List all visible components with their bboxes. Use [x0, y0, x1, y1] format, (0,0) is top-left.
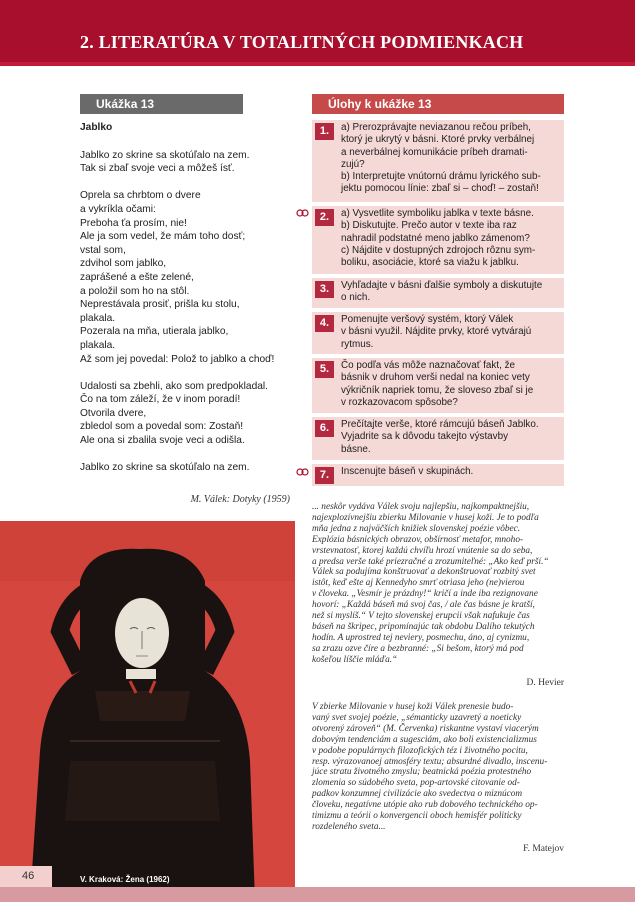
task-line: rytmus.	[341, 338, 374, 350]
quote-line: vrstevnatosť, ktorej každú chvíľu hrozí vnútenie sa do seba,	[312, 545, 533, 556]
tasks-heading: Úlohy k ukážke 13	[312, 94, 564, 114]
quote-line: timizmu a teórii o konvergencii oboch hemisfér politicky	[312, 811, 522, 822]
poem-stanza	[80, 149, 295, 176]
poem-line: Tak si zbaľ svoje veci a môžeš ísť.	[80, 163, 235, 175]
quote-line: hodín. A uprostred tej neviery, posmechu, áno, aj cynizmu,	[312, 632, 530, 643]
quote-line: rozdeleného sveta...	[312, 821, 386, 832]
poem-stanza	[80, 461, 295, 475]
task-item	[312, 278, 564, 308]
footer-bar	[0, 887, 635, 902]
task-line: a neverbálnej komunikácie príbeh dramati-	[341, 146, 528, 158]
task-item	[312, 417, 564, 460]
task-line: a) Vysvetlite symboliku jablka v texte básne.	[341, 208, 534, 219]
task-line: Pomenujte veršový systém, ktorý Válek	[341, 314, 514, 325]
task-text	[341, 280, 561, 305]
chapter-title: 2. LITERATÚRA V TOTALITNÝCH PODMIENKACH	[80, 32, 524, 52]
task-number: 5.	[315, 361, 334, 378]
quote-line: ... neskôr vydáva Válek svoju najlepšiu, najkompaktnejšiu,	[312, 502, 530, 512]
task-line: Vyhľadajte v básni ďalšie symboly a diskutujte	[341, 280, 543, 291]
task-line: o nich.	[341, 292, 371, 304]
task-line: ktorý je ukrytý v básni. Ktoré prvky verbálnej	[341, 134, 535, 146]
poem-line: Až som jej povedal: Polož to jablko a choď!	[80, 353, 275, 365]
task-line: v básni využil. Nájdite prvky, ktoré vytvárajú	[341, 326, 532, 338]
poem-title: Jablko	[80, 122, 113, 133]
poem	[80, 121, 295, 488]
task-line: básnik v druhom verši nedal na koniec vety	[341, 372, 530, 384]
quote-line: v podobe populárnych filozofických téz i životného pocitu,	[312, 745, 528, 756]
task-item	[312, 464, 564, 486]
header-rule	[0, 62, 635, 66]
poem-line: Jablko zo skrine sa skotúľalo na zem.	[80, 149, 250, 161]
quote-line: resp. výrazovanoej atmosféry textu; absurdné divadlo, inscenu-	[312, 756, 548, 767]
task-text	[341, 419, 561, 456]
quote-line: dobovým tendenciám a sugesciám, ako boli existencializmus	[312, 734, 537, 745]
poem-line: Ale ja som vedel, že mám toho dosť;	[80, 231, 246, 243]
poem-line: a položil som ho na stôl.	[80, 285, 190, 297]
task-line: jektu pomocou línie: zbaľ si – choď! – zostaň!	[341, 183, 539, 195]
quote-line: mňa jedna z najväčších knižiek slovenskej poézie vôbec.	[312, 523, 521, 534]
quote-line: Explózia básnických obrazov, obšírnosť metafor, mnoho-	[312, 534, 524, 545]
quote-author: D. Hevier	[526, 678, 564, 688]
poem-line: a vykríkla očami:	[80, 203, 156, 215]
task-line: zujú?	[341, 158, 365, 170]
quote-line: hovorí: „Každá báseň má svoj čas, / ale čas básne je kratší,	[312, 600, 535, 611]
poem-stanza	[80, 189, 295, 366]
poem-line: Pozerala na mňa, utierala jablko,	[80, 326, 229, 338]
quote-line: človeku, negatívne utópie ako rub dobového technického op-	[312, 800, 538, 811]
quote-line: než si myslíš.“ V tejto slovenskej erupcii však nafukuje čas	[312, 611, 530, 622]
task-line: Inscenujte báseň v skupinách.	[341, 466, 474, 477]
poem-line: zaprášené a ešte zelené,	[80, 271, 194, 283]
quote-line: istôt, keď ešte aj Kennedyho smrť otriasa jeho (ne)vierou	[312, 578, 525, 589]
painting-woman	[0, 521, 295, 887]
task-text	[341, 360, 561, 409]
task-line: Prečítajte verše, ktoré rámcujú báseň Jablko.	[341, 419, 539, 430]
task-item	[312, 312, 564, 354]
poem-line: Preboha ťa prosím, nie!	[80, 217, 187, 229]
task-line: c) Nájdite v dostupných zdrojoch rôznu sym-	[341, 244, 536, 256]
quote-line: najexplozívnejšiu zbierku Milovanie v husej koži. Je to podľa	[312, 512, 539, 523]
task-text	[341, 208, 561, 269]
task-line: Čo podľa vás môže naznačovať fakt, že	[341, 360, 516, 371]
quote-line: vaný svet svojej poézie, „sémanticky uzavretý a noeticky	[312, 712, 522, 723]
task-item	[312, 358, 564, 413]
poem-line: plakala.	[80, 312, 116, 324]
poem-line: plakala.	[80, 339, 116, 351]
quote-line: júce stratu životného zmyslu; beatnická poézia protestného	[312, 767, 532, 778]
task-number: 6.	[315, 420, 334, 437]
task-text	[341, 314, 561, 351]
task-line: b) Diskutujte. Prečo autor v texte iba raz	[341, 220, 517, 232]
poem-source: M. Válek: Dotyky (1959)	[190, 494, 290, 505]
task-number: 1.	[315, 123, 334, 140]
painting-illustration	[0, 521, 295, 887]
task-line: výkričník napriek tomu, že sloveso zbaľ si je	[341, 384, 534, 396]
quote-line: padkov konzumnej civilizácie ako svedectva o miznúcom	[312, 789, 523, 800]
page-header	[0, 0, 635, 62]
poem-line: zdvihol som jablko,	[80, 258, 167, 270]
poem-line: Čo na tom záleží, že v inom poradí!	[80, 394, 241, 406]
task-line: v rozkazovacom spôsobe?	[341, 396, 458, 408]
cross-reference-icon	[296, 467, 309, 477]
task-number: 3.	[315, 281, 334, 298]
poem-line: Oprela sa chrbtom o dvere	[80, 190, 201, 202]
task-number: 7.	[315, 467, 334, 484]
quote-line: báseň na škripec, pripomínajúc tak obdobu Dalího tekutých	[312, 621, 535, 632]
task-item	[312, 120, 564, 202]
poem-line: Udalosti sa zbehli, ako som predpokladal.	[80, 380, 269, 392]
task-text	[341, 466, 561, 478]
quote-author: F. Matejov	[523, 844, 564, 854]
excerpt-heading: Ukážka 13	[80, 94, 243, 114]
task-line: nahradil podstatné meno jablko zámenom?	[341, 232, 530, 244]
task-text	[341, 122, 561, 196]
cross-reference-icon	[296, 208, 309, 218]
task-line: boliku, asociácie, ktoré sa viažu k jablku.	[341, 257, 519, 269]
task-line: básne.	[341, 443, 371, 455]
poem-line: Neprestávala prosiť, prišla ku stolu,	[80, 299, 240, 311]
task-number: 2.	[315, 209, 334, 226]
page-number: 46	[0, 866, 52, 887]
poem-line: Ale ona si zbalila svoje veci a odišla.	[80, 435, 245, 447]
poem-line: Otvorila dvere,	[80, 407, 147, 419]
task-item	[312, 206, 564, 274]
task-line: b) Interpretujte vnútornú drámu lyrického sub-	[341, 171, 541, 183]
poem-line: zbledol som a povedal som: Zostaň!	[80, 421, 244, 433]
quote-line: Válek sa podujíma konštruovať a dekonštruovať rozbitý svet	[312, 567, 536, 578]
task-line: a) Prerozprávajte neviazanou rečou príbeh,	[341, 122, 531, 133]
poem-line: vstal som,	[80, 244, 126, 256]
poem-stanza	[80, 380, 295, 448]
quote-line: v človeka. „Vesmír je prázdny!“ kričí a inde iba rezignovane	[312, 589, 538, 600]
quote-line: a predsa verše také priezračné a zrozumiteľné: „Ako keď prší.“	[312, 556, 549, 567]
poem-line: Jablko zo skrine sa skotúľalo na zem.	[80, 462, 250, 474]
quote-line: sa zrazu ozve číre a bezbranné: „Si bešom, ktorý má pod	[312, 643, 524, 654]
quote-line: V zbierke Milovanie v husej koži Válek prenesie budo-	[312, 702, 514, 712]
task-line: Vyjadrite sa k dôvodu takejto výstavby	[341, 431, 509, 443]
painting-caption: V. Kraková: Žena (1962)	[80, 875, 170, 884]
critic-quote-hevier	[312, 502, 564, 666]
critic-quote-matejov	[312, 702, 564, 833]
quote-line: zlomenia so súdobého sveta, pop-artovské citovanie od-	[312, 778, 520, 789]
quote-line: otvorený zároveň“ (M. Červenka) riskantne vystaví viacerým	[312, 723, 539, 734]
quote-line: košeľou líščie mláďa.“	[312, 654, 398, 665]
task-number: 4.	[315, 315, 334, 332]
